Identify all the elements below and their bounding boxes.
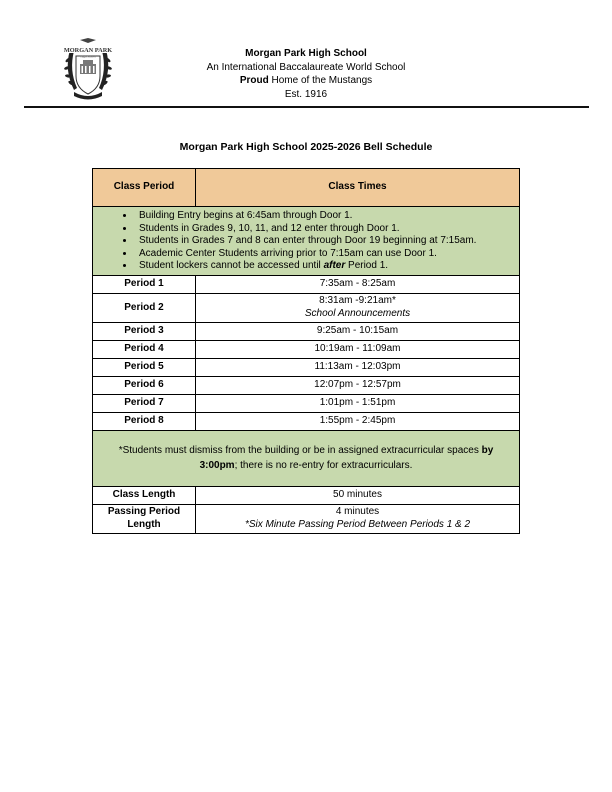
dismissal-text: *Students must dismiss from the building or be in assigned extracurricular spaces bbox=[118, 445, 482, 457]
list-item: • Building Entry begins at 6:45am through Door 1. bbox=[135, 210, 515, 223]
passing-period-row bbox=[93, 504, 520, 533]
period-note: School Announcements bbox=[304, 307, 411, 319]
established-year: Est. 1916 bbox=[284, 88, 328, 100]
period-time: 10:19am - 11:09am bbox=[196, 340, 520, 358]
table-row bbox=[93, 394, 520, 412]
class-length-value: 50 minutes bbox=[196, 486, 520, 504]
period-label: Period 3 bbox=[93, 322, 196, 340]
passing-period-value: 4 minutes bbox=[335, 506, 380, 518]
note-text: Period 1. bbox=[345, 260, 389, 272]
passing-period-label: Passing Period Length bbox=[93, 504, 196, 533]
table-row bbox=[93, 412, 520, 430]
class-length-label: Class Length bbox=[93, 486, 196, 504]
column-header-class-times: Class Times bbox=[196, 169, 520, 207]
passing-period-note: *Six Minute Passing Period Between Periods 1 & 2 bbox=[244, 518, 471, 530]
note-text: Student lockers cannot be accessed until bbox=[139, 260, 324, 272]
table-header-row bbox=[93, 169, 520, 207]
passing-period-cell bbox=[196, 504, 520, 533]
period-time: 9:25am - 10:15am bbox=[196, 322, 520, 340]
svg-text:MORGAN PARK: MORGAN PARK bbox=[63, 47, 113, 54]
class-length-row bbox=[93, 486, 520, 504]
period-time-cell bbox=[196, 293, 520, 322]
header-divider bbox=[24, 106, 589, 108]
list-item: • Academic Center Students arriving prior to 7:15am can use Door 1. bbox=[135, 248, 515, 261]
tagline-bold: Proud bbox=[239, 75, 269, 86]
list-item bbox=[135, 260, 515, 273]
letterhead bbox=[150, 47, 462, 101]
table-row bbox=[93, 275, 520, 293]
school-subtitle: An International Baccalaureate World School bbox=[206, 61, 406, 73]
entry-notes-list bbox=[97, 210, 515, 273]
dismissal-note-row bbox=[93, 430, 520, 486]
column-header-class-period: Class Period bbox=[93, 169, 196, 207]
school-crest-logo-icon bbox=[62, 36, 114, 102]
table-row bbox=[93, 340, 520, 358]
dismissal-time: 3:00pm bbox=[199, 460, 235, 472]
period-label: Period 6 bbox=[93, 376, 196, 394]
entry-notes-cell bbox=[93, 207, 520, 276]
note-emphasis: after bbox=[323, 260, 346, 272]
period-time: 8:31am -9:21am* bbox=[319, 295, 396, 307]
list-item: • Students in Grades 7 and 8 can enter through Door 19 beginning at 7:15am. bbox=[135, 235, 515, 248]
period-time: 12:07pm - 12:57pm bbox=[196, 376, 520, 394]
table-row bbox=[93, 293, 520, 322]
period-time: 11:13am - 12:03pm bbox=[196, 358, 520, 376]
school-tagline bbox=[150, 74, 462, 88]
bell-schedule-table bbox=[92, 168, 520, 534]
entry-notes-row bbox=[93, 207, 520, 276]
period-label: Period 4 bbox=[93, 340, 196, 358]
period-time: 1:01pm - 1:51pm bbox=[196, 394, 520, 412]
table-row bbox=[93, 358, 520, 376]
tagline-rest: Home of the Mustangs bbox=[268, 75, 373, 86]
period-label: Period 5 bbox=[93, 358, 196, 376]
period-label: Period 7 bbox=[93, 394, 196, 412]
list-item: • Students in Grades 9, 10, 11, and 12 enter through Door 1. bbox=[135, 223, 515, 236]
school-name: Morgan Park High School bbox=[245, 48, 367, 59]
period-time: 7:35am - 8:25am bbox=[196, 275, 520, 293]
dismissal-text: ; there is no re-entry for extracurriculars. bbox=[234, 460, 413, 472]
period-label: Period 8 bbox=[93, 412, 196, 430]
table-row bbox=[93, 376, 520, 394]
period-label: Period 1 bbox=[93, 275, 196, 293]
page-title: Morgan Park High School 2025-2026 Bell Schedule bbox=[179, 141, 433, 153]
period-time: 1:55pm - 2:45pm bbox=[196, 412, 520, 430]
period-label: Period 2 bbox=[93, 293, 196, 322]
table-row bbox=[93, 322, 520, 340]
dismissal-note bbox=[93, 430, 520, 486]
dismissal-bold: by bbox=[481, 445, 494, 457]
svg-text:High School: High School bbox=[80, 54, 96, 59]
